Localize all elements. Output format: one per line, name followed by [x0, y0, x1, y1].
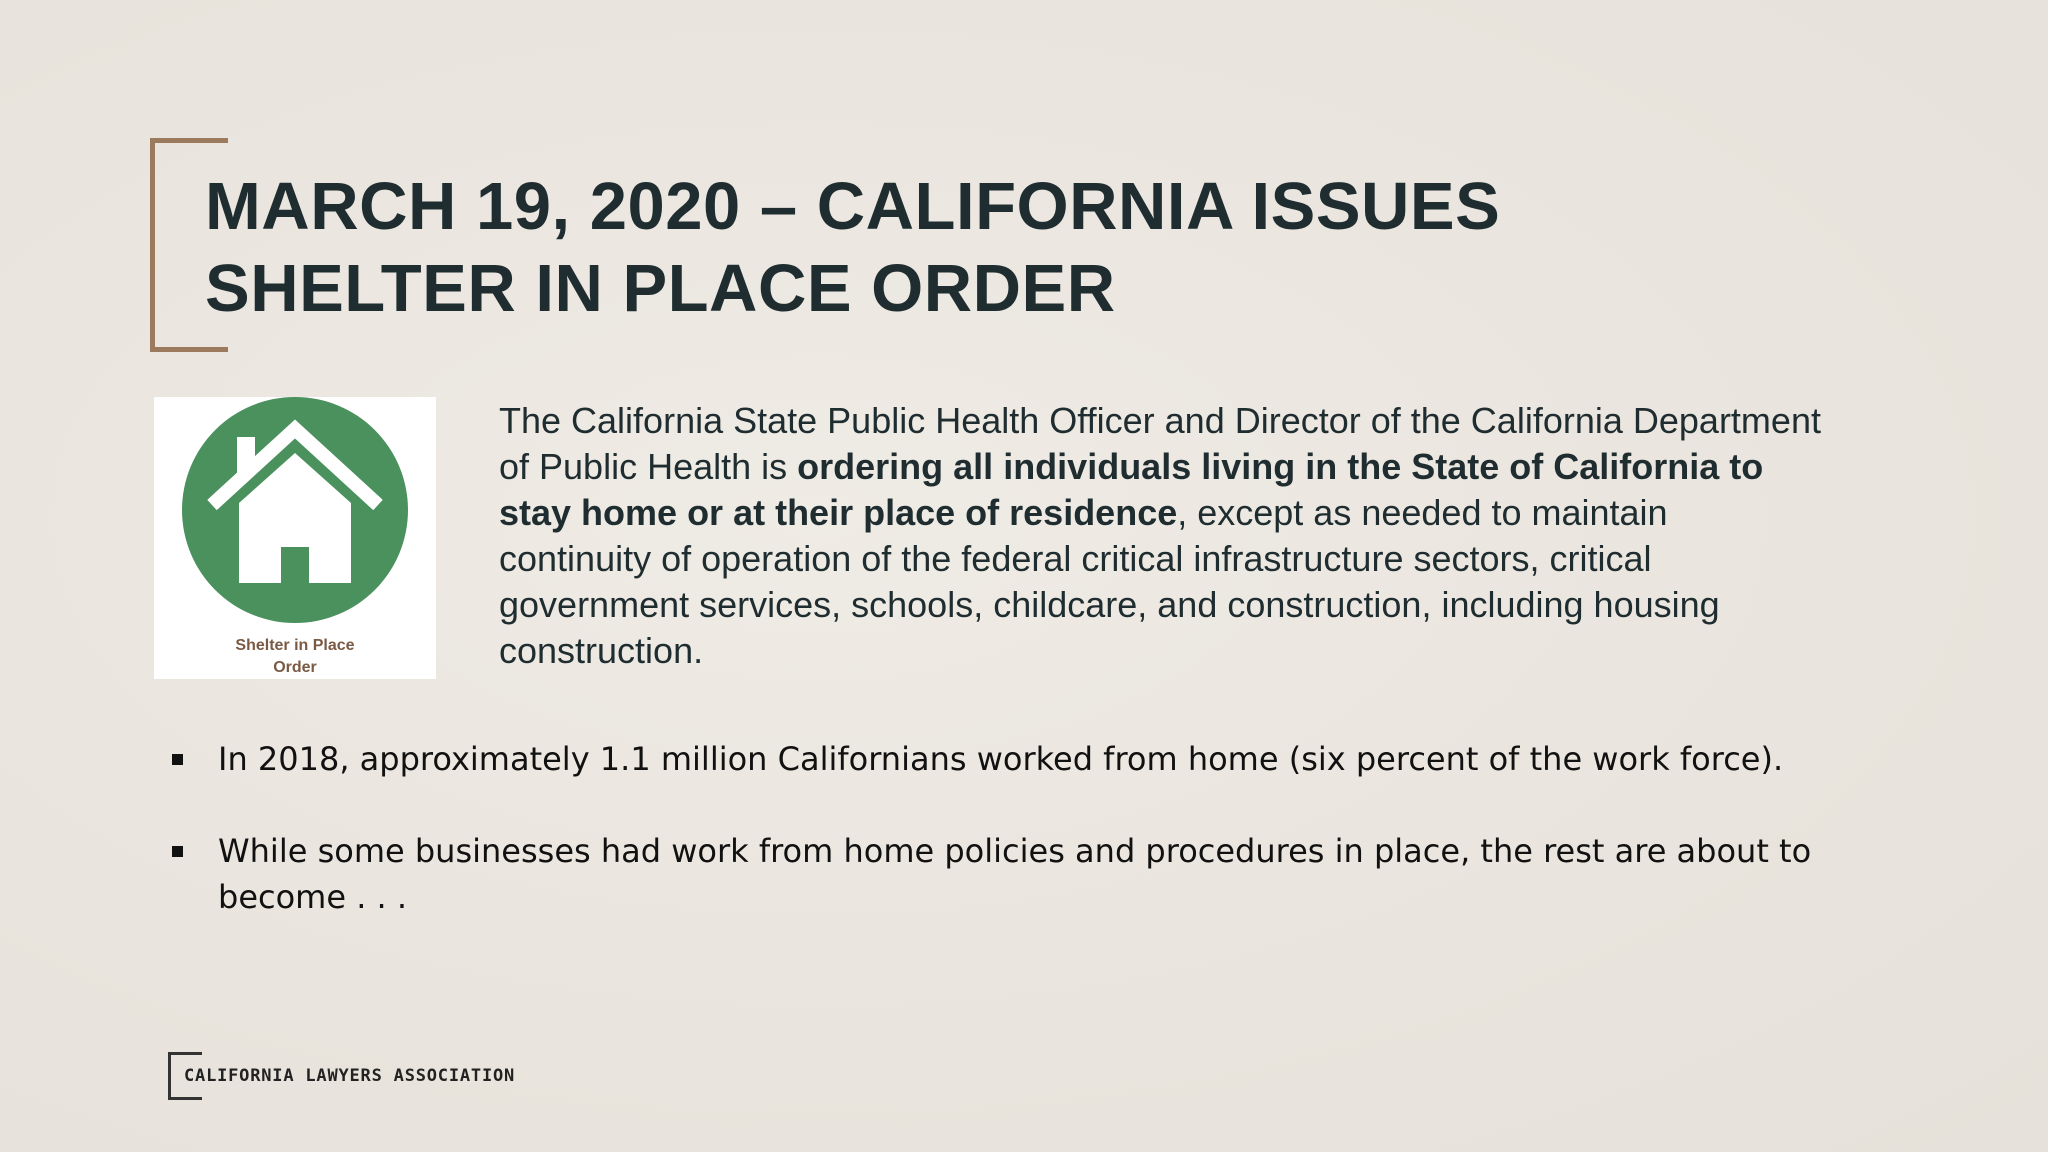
order-description-emphasis: ordering all individuals living in the State of California to stay home or at their place of residence	[499, 446, 1764, 533]
bullet-text: While some businesses had work from home policies and procedures in place, the rest are about to become . . .	[218, 832, 1812, 916]
bullet-square-icon	[172, 846, 183, 857]
house-icon	[182, 397, 408, 623]
bullet-item	[170, 828, 1820, 920]
shelter-in-place-logo	[154, 397, 436, 679]
logo-green-circle	[182, 397, 408, 623]
slide-title-line-2: SHELTER IN PLACE ORDER	[205, 251, 1116, 326]
bullet-text: In 2018, approximately 1.1 million Californians worked from home (six percent of the work force).	[218, 740, 1784, 778]
slide-title-line-1: MARCH 19, 2020 – CALIFORNIA ISSUES	[205, 169, 1501, 244]
bullet-item	[170, 736, 1820, 782]
bullet-square-icon	[172, 754, 183, 765]
bullet-list	[170, 736, 1820, 966]
logo-caption-line-2: Order	[273, 659, 317, 676]
footer-organization-name: CALIFORNIA LAWYERS ASSOCIATION	[184, 1066, 516, 1086]
logo-caption-line-1: Shelter in Place	[235, 637, 355, 654]
order-description	[499, 398, 1829, 674]
logo-caption	[154, 635, 436, 679]
slide-title	[205, 166, 1705, 330]
order-description-intro: The California State Public Health Officer and Director of the California Department of Public Health is	[499, 400, 1821, 487]
order-description-exceptions: , except as needed to maintain continuity of operation of the federal critical infrastructure sectors, critical government services, schools, childcare, and construction, including housing construction.	[499, 492, 1720, 671]
